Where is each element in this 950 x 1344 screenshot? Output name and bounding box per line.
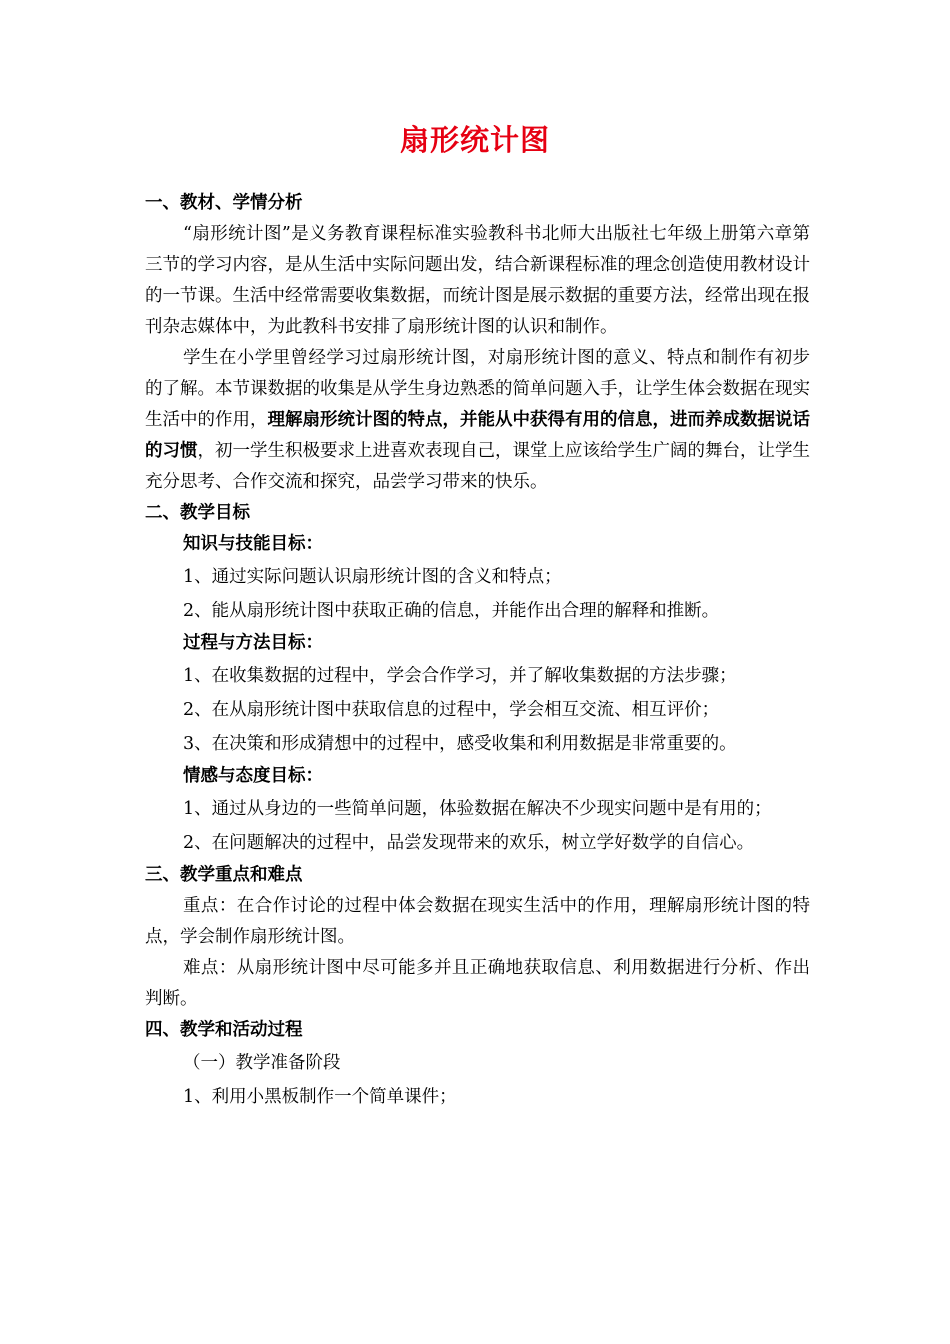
list-item: 1、通过从身边的一些简单问题，体验数据在解决不少现实问题中是有用的； xyxy=(183,799,772,819)
section-heading-analysis: 一、教材、学情分析 xyxy=(145,193,303,213)
list-item: 1、利用小黑板制作一个简单课件； xyxy=(183,1087,457,1107)
key-point-paragraph: 重点：在合作讨论的过程中体会数据在现实生活中的作用，理解扇形统计图的特点，学会制作扇形统计图。 xyxy=(145,896,810,947)
list-item: 2、在从扇形统计图中获取信息的过程中，学会相互交流、相互评价； xyxy=(183,700,720,720)
list-item: 1、在收集数据的过程中，学会合作学习，并了解收集数据的方法步骤； xyxy=(183,666,737,686)
analysis-paragraph-1: “扇形统计图”是义务教育课程标准实验教科书北师大出版社七年级上册第六章第三节的学习内容，是从生活中实际问题出发，结合新课程标准的理念创造使用教材设计的一节课。生活中经常需要收集数据，而统计图是展示数据的重要方法，经常出现在报刊杂志媒体中，为此教科书安排了扇形统计图的认识和制作。 xyxy=(145,224,810,337)
analysis-paragraph-2-emphasis: 理解扇形统计图的特点，并能从中获得有用的信息，进而养成数据说话的习惯 xyxy=(145,410,810,461)
document-body xyxy=(145,188,810,1114)
section-heading-key-points: 三、教学重点和难点 xyxy=(145,865,303,885)
list-item: 2、在问题解决的过程中，品尝发现带来的欢乐，树立学好数学的自信心。 xyxy=(183,833,755,853)
subheading-emotion: 情感与态度目标： xyxy=(183,766,323,786)
section-heading-objectives: 二、教学目标 xyxy=(145,503,250,523)
subheading-process: 过程与方法目标： xyxy=(183,633,323,653)
difficulty-paragraph: 难点：从扇形统计图中尽可能多并且正确地获取信息、利用数据进行分析、作出判断。 xyxy=(145,958,810,1009)
section-heading-process: 四、教学和活动过程 xyxy=(145,1020,303,1040)
analysis-paragraph-2-start: 学生在小学里曾经学习过扇形统计图，对扇形统计图的意义、特点和制作有初步的了解。本节课数据的收集是从学生身边熟悉的简单问题入手，让学生体会数据在现实生活中的作用， xyxy=(145,348,810,430)
subheading-knowledge: 知识与技能目标： xyxy=(183,534,323,554)
document-title: 扇形统计图 xyxy=(399,123,550,157)
analysis-paragraph-2 xyxy=(145,343,810,498)
list-item: 3、在决策和形成猜想中的过程中，感受收集和利用数据是非常重要的。 xyxy=(183,734,737,754)
analysis-paragraph-2-end: ，初一学生积极要求上进喜欢表现自己，课堂上应该给学生广阔的舞台，让学生充分思考、合作交流和探究，品尝学习带来的快乐。 xyxy=(145,441,810,492)
list-item: 2、能从扇形统计图中获取正确的信息，并能作出合理的解释和推断。 xyxy=(183,601,720,621)
list-item: 1、通过实际问题认识扇形统计图的含义和特点； xyxy=(183,567,562,587)
stage-heading: （一）教学准备阶段 xyxy=(183,1053,341,1073)
